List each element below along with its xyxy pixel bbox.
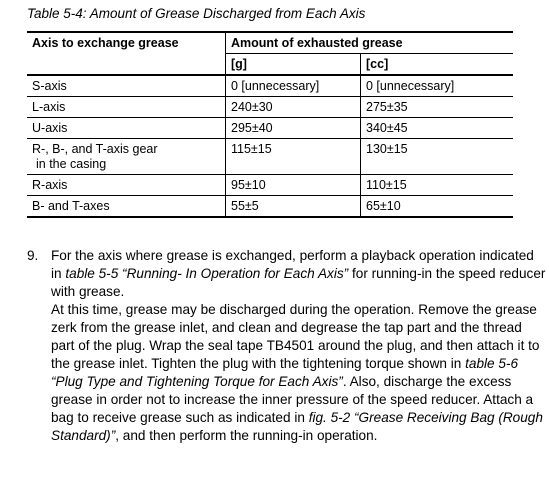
cell-axis: U-axis [27, 118, 226, 139]
table-row [27, 75, 513, 97]
cell-cc: 130±15 [361, 139, 514, 175]
table-row [27, 118, 513, 139]
step-text: for running-in the speed reducer with grease. [51, 266, 546, 299]
cell-axis: R-axis [27, 175, 226, 196]
step-number: 9. [27, 248, 39, 263]
cell-axis [27, 139, 226, 175]
table-caption: Table 5-4: Amount of Grease Discharged from Each Axis [27, 6, 366, 21]
cell-grams: 295±40 [226, 118, 361, 139]
cell-axis-line2: in the casing [36, 157, 107, 171]
table-header-row [27, 32, 513, 54]
step-text: . Also, discharge the excess grease in order not to increase the inner pressure of the speed reducer. Attach a bag to receive grease such as indicated in [51, 374, 534, 425]
header-unit-cc: [cc] [361, 54, 514, 76]
cell-grams: 95±10 [226, 175, 361, 196]
cell-cc: 65±10 [361, 196, 514, 218]
procedure-step [27, 247, 547, 445]
table-reference-link[interactable]: table 5-6 “Plug Type and Tightening Torque for Each Axis” [51, 356, 519, 389]
step-body [51, 247, 547, 445]
cell-grams: 0 [unnecessary] [226, 75, 361, 97]
step-text: At this time, grease may be discharged during the operation. Remove the grease zerk from the grease inlet, and clean and degrease the tap part and the thread part of the plug. Wrap the seal tape TB4501 around the plug, and then attach it to the grease inlet. Tighten the plug with the tightening torque shown in [51, 302, 540, 371]
cell-grams: 55±5 [226, 196, 361, 218]
header-unit-g: [g] [226, 54, 361, 76]
cell-axis: L-axis [27, 97, 226, 118]
cell-cc: 0 [unnecessary] [361, 75, 514, 97]
table-unit-row [27, 54, 513, 76]
cell-axis: B- and T-axes [27, 196, 226, 218]
cell-cc: 275±35 [361, 97, 514, 118]
cell-axis: S-axis [27, 75, 226, 97]
table-row [27, 97, 513, 118]
cell-grams: 240±30 [226, 97, 361, 118]
step-paragraph-2 [51, 301, 547, 445]
header-amount: Amount of exhausted grease [226, 32, 514, 54]
header-blank [27, 54, 226, 76]
step-text: For the axis where grease is exchanged, perform a playback operation indicated in [51, 248, 534, 281]
cell-cc: 110±15 [361, 175, 514, 196]
cell-axis-line1: R-, B-, and T-axis gear [32, 142, 158, 156]
cell-grams: 115±15 [226, 139, 361, 175]
figure-reference-link[interactable]: fig. 5-2 “Grease Receiving Bag (Rough Standard)” [51, 410, 543, 443]
table-row [27, 196, 513, 218]
table-reference-link[interactable]: table 5-5 “Running- In Operation for Each Axis” [65, 266, 349, 281]
step-text: , and then perform the running-in operation. [115, 428, 378, 443]
header-axis: Axis to exchange grease [27, 32, 226, 54]
table-row [27, 139, 513, 175]
cell-cc: 340±45 [361, 118, 514, 139]
step-paragraph-1 [51, 247, 547, 301]
table-row [27, 175, 513, 196]
grease-table [27, 31, 513, 218]
